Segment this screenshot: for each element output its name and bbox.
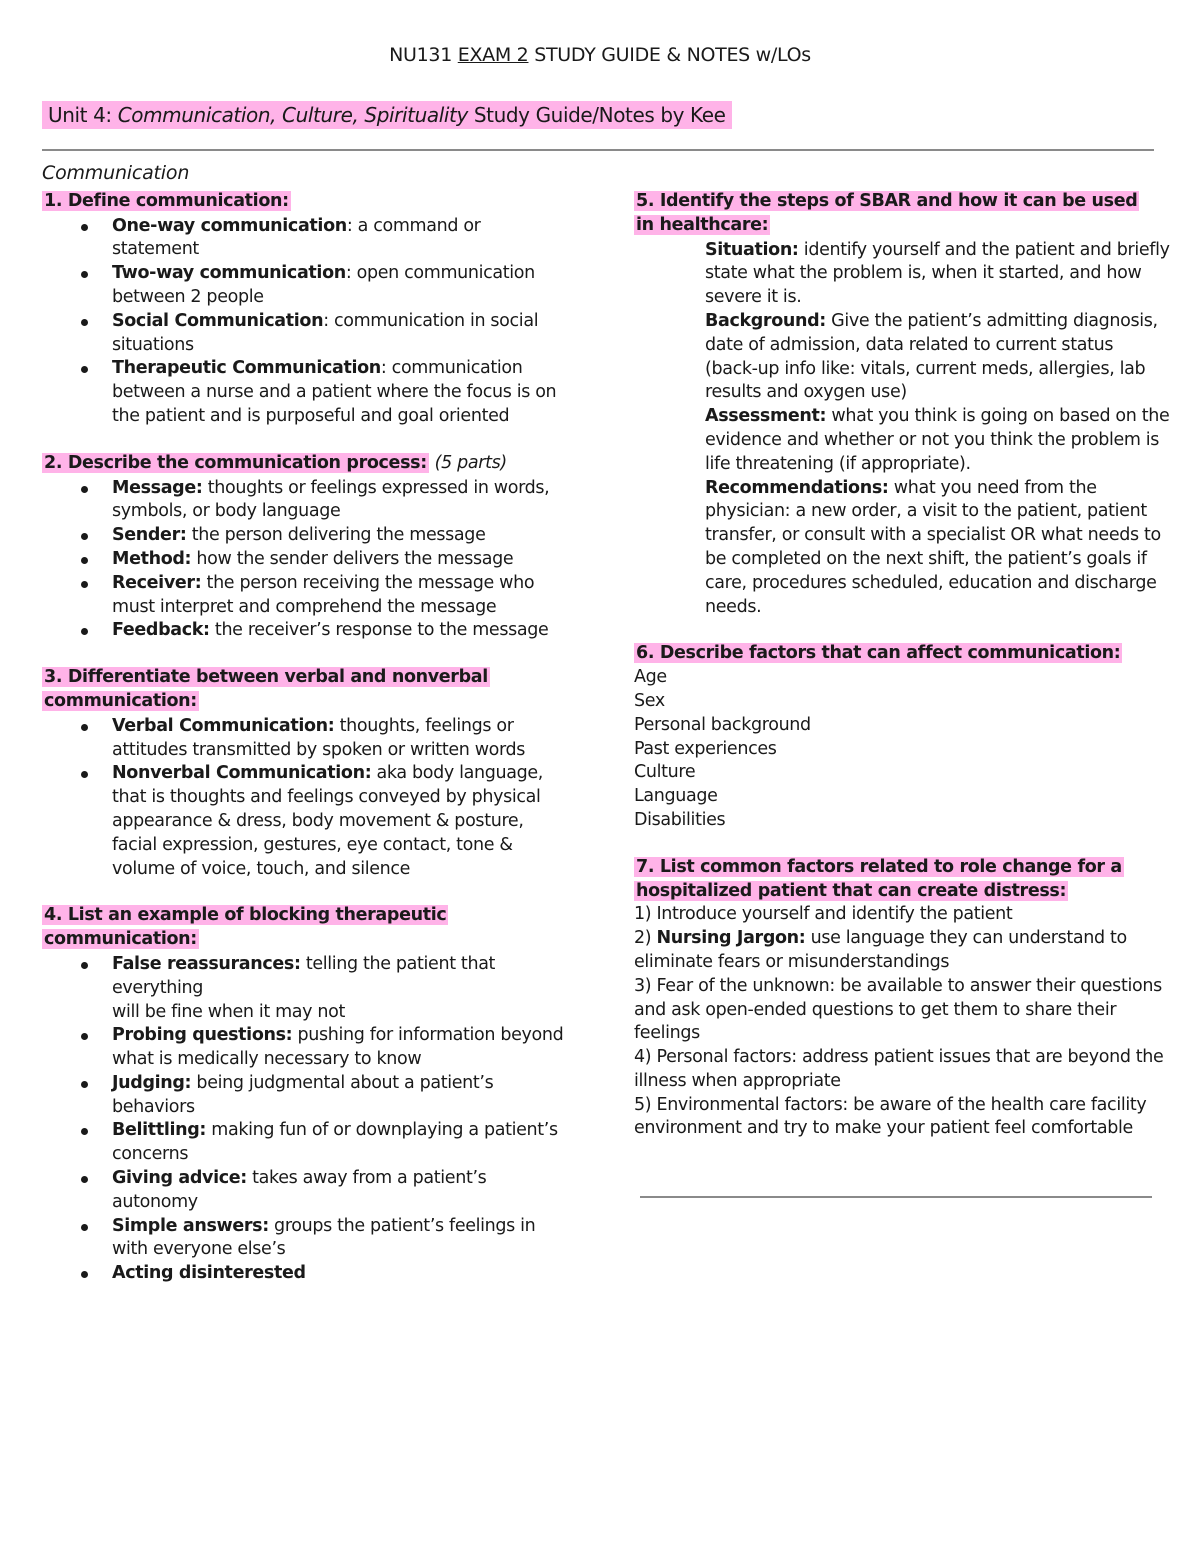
item-term: False reassurances: — [112, 953, 301, 974]
item-term: Method: — [112, 548, 192, 569]
list-item — [42, 524, 572, 548]
sbar-steps — [634, 239, 1170, 620]
list-item: Disabilities — [634, 809, 726, 830]
list-item — [42, 572, 572, 620]
divider-bottom — [640, 1196, 1152, 1198]
list-item — [42, 1167, 572, 1215]
unit-heading — [42, 101, 732, 129]
sbar-step — [705, 405, 1170, 476]
question-1-list — [42, 215, 572, 429]
list-item — [42, 762, 572, 881]
list-item: Culture — [634, 762, 696, 783]
question-2-subnote: (5 parts) — [434, 452, 507, 473]
sbar-step — [705, 310, 1170, 405]
item-text-cont: concerns — [112, 1144, 189, 1165]
item-text: Fear of the unknown: be available to answer their questions and ask open-ended questions to get them to share their feelings — [634, 975, 1162, 1044]
question-2 — [42, 452, 572, 643]
item-term: Belittling: — [112, 1120, 207, 1141]
question-3-heading: 3. Differentiate between verbal and nonverbal — [44, 667, 488, 688]
item-term: Two-way communication — [112, 263, 346, 284]
list-item — [42, 1119, 572, 1167]
question-4-heading: 4. List an example of blocking therapeutic — [44, 905, 447, 926]
item-number: 5) — [634, 1094, 657, 1115]
question-4-list — [42, 953, 572, 1286]
question-5 — [634, 190, 1170, 619]
question-1-heading: 1. Define communication: — [44, 190, 289, 211]
list-item — [42, 619, 572, 643]
sbar-step — [705, 477, 1170, 620]
step-text: identify yourself and the patient and briefly state what the problem is, when it started, and how severe it is. — [705, 239, 1170, 308]
step-text: what you think is going on based on the evidence and whether or not you think the problem is life threatening (if appropriate). — [705, 406, 1170, 474]
list-item — [42, 1072, 572, 1120]
divider-top — [42, 149, 1154, 151]
list-item: Age — [634, 667, 667, 688]
item-text: Introduce yourself and identify the patient — [656, 904, 1013, 925]
item-term: Acting disinterested — [112, 1263, 306, 1284]
item-text: the person receiving the message who must interpret and comprehend the message — [112, 572, 535, 617]
question-5-heading-cont: in healthcare: — [636, 214, 769, 235]
item-text: Environmental factors: be aware of the health care facility environment and try to make your patient feel comfortable — [634, 1094, 1147, 1139]
list-item — [42, 715, 572, 763]
list-item — [42, 477, 572, 525]
question-6 — [634, 642, 1170, 832]
item-term: One-way communication — [112, 215, 347, 236]
item-number: 3) — [634, 975, 657, 996]
item-term: Nursing Jargon: — [656, 928, 806, 949]
item-text: use language they can understand to eliminate fears or misunderstandings — [634, 928, 1127, 972]
step-term: Assessment: — [705, 406, 827, 427]
question-5-heading: 5. Identify the steps of SBAR and how it can be used — [636, 191, 1138, 211]
title-prefix: NU131 — [389, 44, 458, 66]
item-term: Probing questions: — [112, 1025, 293, 1046]
unit-prefix: Unit 4: — [48, 103, 118, 127]
item-term: Receiver: — [112, 572, 202, 593]
item-text: : a command or statement — [112, 215, 481, 260]
question-7-list — [634, 903, 1170, 1141]
title-suffix: STUDY GUIDE & NOTES w/LOs — [528, 44, 811, 66]
step-text: what you need from the physician: a new order, a visit to the patient, patient transfer, or consult with a specialist OR what needs to be completed on the next shift, the patient’s goals if care, procedures scheduled, education and discharge needs. — [705, 477, 1161, 617]
left-column — [42, 162, 572, 1309]
item-number: 4) — [634, 1047, 657, 1068]
list-item — [42, 1215, 572, 1263]
sbar-step — [705, 239, 1170, 310]
item-text: Personal factors: address patient issues that are beyond the illness when appropriate — [634, 1047, 1164, 1091]
item-text: : communication in social situations — [112, 310, 539, 355]
item-term: Verbal Communication: — [112, 715, 335, 736]
item-text: takes away from a patient’s autonomy — [112, 1168, 487, 1212]
list-item: Sex — [634, 690, 665, 711]
item-text: the receiver’s response to the message — [209, 620, 549, 641]
item-term: Judging: — [112, 1072, 192, 1093]
question-2-list — [42, 477, 572, 644]
item-term: Feedback: — [112, 620, 210, 641]
list-item — [42, 1024, 572, 1072]
item-text: making fun of or downplaying a patient’s — [206, 1120, 558, 1141]
item-text: how the sender delivers the message — [191, 548, 514, 569]
list-item — [42, 953, 572, 1024]
item-term: Message: — [112, 477, 203, 498]
unit-topics: Communication, Culture, Spirituality — [117, 103, 468, 127]
question-3-list — [42, 715, 572, 882]
list-item — [634, 1046, 1170, 1094]
step-text: Give the patient’s admitting diagnosis, date of admission, data related to current status (back-up info like: vitals, current meds, allergies, lab results and oxygen use) — [705, 310, 1158, 403]
item-text-cont: what is medically necessary to know — [112, 1049, 422, 1070]
item-term: Therapeutic Communication — [112, 358, 381, 379]
unit-suffix: Study Guide/Notes by Kee — [467, 103, 726, 127]
list-item: Past experiences — [634, 738, 777, 759]
item-term: Nonverbal Communication: — [112, 763, 372, 784]
question-7 — [634, 856, 1170, 1142]
item-term: Social Communication — [112, 310, 324, 331]
list-item — [634, 903, 1170, 927]
page-title — [0, 44, 1200, 66]
question-3 — [42, 666, 572, 881]
item-text: being judgmental about a patient’s behaviors — [112, 1072, 494, 1117]
item-term: Sender: — [112, 525, 187, 546]
item-term: Giving advice: — [112, 1168, 247, 1189]
question-7-heading-cont: hospitalized patient that can create distress: — [636, 880, 1067, 901]
item-text: : open communication between 2 people — [112, 263, 535, 307]
item-text: pushing for information beyond — [292, 1025, 564, 1046]
item-number: 1) — [634, 904, 657, 925]
right-column — [634, 190, 1170, 1164]
list-item — [42, 548, 572, 572]
list-item — [42, 357, 572, 428]
question-2-heading: 2. Describe the communication process: — [44, 452, 427, 473]
list-item — [634, 927, 1170, 975]
title-exam: EXAM 2 — [457, 44, 529, 66]
item-text: groups the patient’s feelings in with everyone else’s — [112, 1215, 536, 1260]
list-item — [42, 215, 572, 263]
item-text: thoughts, feelings or attitudes transmitted by spoken or written words — [112, 715, 526, 760]
step-term: Situation: — [705, 239, 799, 260]
item-text: aka body language, that is thoughts and feelings conveyed by physical appearance & dress, body movement & posture, facial expression, gestures, eye contact, tone & volume of voice, touch, and silence — [112, 763, 543, 879]
item-term: Simple answers: — [112, 1215, 269, 1236]
list-item: Personal background — [634, 714, 811, 735]
question-1 — [42, 190, 572, 429]
list-item — [42, 310, 572, 358]
list-item — [42, 262, 572, 310]
question-4-heading-cont: communication: — [44, 929, 197, 950]
item-text-cont: will be fine when it may not — [112, 1001, 346, 1022]
item-text: thoughts or feelings expressed in words, symbols, or body language — [112, 477, 550, 522]
list-item: Language — [634, 786, 718, 807]
item-number: 2) — [634, 928, 657, 949]
question-6-heading: 6. Describe factors that can affect communication: — [636, 643, 1121, 664]
question-7-heading: 7. List common factors related to role change for a — [636, 856, 1122, 877]
section-label: Communication — [42, 162, 190, 184]
question-3-heading-cont: communication: — [44, 690, 197, 711]
item-text: telling the patient that everything — [112, 953, 496, 998]
question-4 — [42, 904, 572, 1286]
step-term: Recommendations: — [705, 477, 889, 498]
step-term: Background: — [705, 310, 826, 331]
list-item — [634, 975, 1170, 1046]
list-item — [634, 1094, 1170, 1142]
question-6-list — [634, 666, 1170, 833]
item-text: the person delivering the message — [186, 525, 486, 546]
item-text: : communication between a nurse and a patient where the focus is on the patient and is purposeful and goal oriented — [112, 358, 557, 426]
list-item — [42, 1262, 572, 1286]
